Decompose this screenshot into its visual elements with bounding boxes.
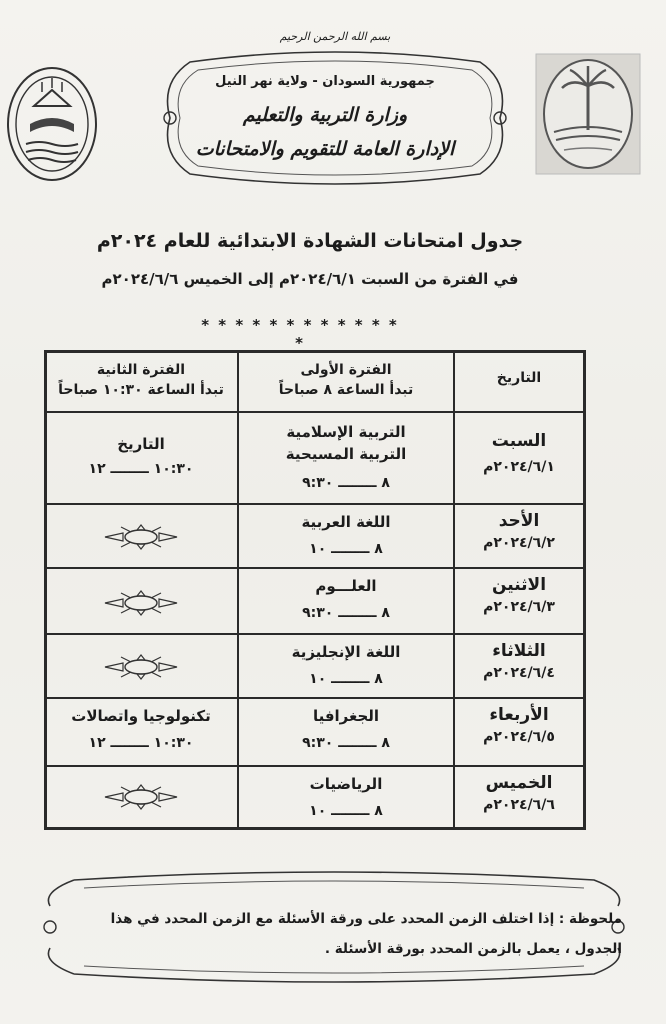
table-header-row <box>47 353 583 411</box>
period1-time: ٨ ــــــــ ١٠ <box>309 671 383 687</box>
period2-time: ١٠:٣٠ ــــــــ ١٢ <box>88 461 194 477</box>
table-row <box>47 765 583 829</box>
period1-subject: التربية الإسلامية <box>286 423 406 441</box>
period1-time: ٨ ــــــــ ٩:٣٠ <box>302 735 390 751</box>
sun-ornament-icon <box>101 783 181 811</box>
period1-time: ٨ ــــــــ ٩:٣٠ <box>302 605 390 621</box>
period2-subject: تكنولوجيا واتصالات <box>71 707 211 725</box>
exam-schedule-table <box>44 350 586 830</box>
country-state-line: جمهورية السودان - ولاية نهر النيل <box>215 74 435 89</box>
period1-subject-alt: التربية المسيحية <box>285 445 407 463</box>
note-line-2: الجدول ، يعمل بالزمن المحدد بورقة الأسئلة . <box>324 941 622 957</box>
day-name: الثلاثاء <box>492 641 546 661</box>
header-date-cell <box>453 353 583 411</box>
table-row <box>47 567 583 635</box>
exam-date: ٢٠٢٤/٦/٤م <box>483 665 555 681</box>
sun-ornament-icon <box>101 523 181 551</box>
exam-date: ٢٠٢٤/٦/١م <box>483 459 555 475</box>
table-row <box>47 697 583 767</box>
day-name: الخميس <box>485 773 553 793</box>
period1-subject: اللغة الإنجليزية <box>291 643 401 661</box>
day-name: الأربعاء <box>489 705 549 725</box>
document-title: جدول امتحانات الشهادة الابتدائية للعام ٢٠٢٤م <box>96 230 524 252</box>
period1-subject: الجغرافيا <box>312 707 380 725</box>
note-line-1: ملحوظة : إذا اختلف الزمن المحدد على ورقة الأسئلة مع الزمن المحدد في هذا <box>110 911 622 927</box>
sun-ornament-icon <box>101 589 181 617</box>
table-row <box>47 633 583 699</box>
table-row <box>47 503 583 569</box>
header-period1-cell <box>237 353 453 411</box>
period1-time: ٨ ــــــــ ٩:٣٠ <box>302 475 390 491</box>
header-period2-cell <box>45 353 237 411</box>
header-period2-title: الفترة الثانية <box>96 362 186 378</box>
exam-date: ٢٠٢٤/٦/٢م <box>483 535 555 551</box>
state-emblem-logo <box>4 60 100 184</box>
header-date: التاريخ <box>496 370 542 386</box>
day-name: السبت <box>491 431 547 451</box>
basmala: بسم الله الرحمن الرحيم <box>279 30 391 43</box>
footnote <box>22 904 622 964</box>
star-divider: * * * * * * * * * * * * * <box>201 316 399 352</box>
table-row <box>47 411 583 505</box>
day-name: الاثنين <box>491 575 547 595</box>
ministry-name: وزارة التربية والتعليم <box>242 104 408 126</box>
header-period1-start: تبدأ الساعة ٨ صباحاً <box>278 382 414 398</box>
header-period2-start: تبدأ الساعة ١٠:٣٠ صباحاً <box>58 382 224 398</box>
period2-time: ١٠:٣٠ ــــــــ ١٢ <box>88 735 194 751</box>
period1-time: ٨ ــــــــ ١٠ <box>309 803 383 819</box>
ministry-palm-logo <box>534 52 642 176</box>
department-name: الإدارة العامة للتقويم والامتحانات <box>195 138 455 160</box>
exam-date: ٢٠٢٤/٦/٥م <box>483 729 555 745</box>
exam-period: في الفترة من السبت ٢٠٢٤/٦/١م إلى الخميس ٢٠٢٤/٦/٦م <box>101 270 519 288</box>
exam-date: ٢٠٢٤/٦/٦م <box>483 797 555 813</box>
exam-date: ٢٠٢٤/٦/٣م <box>483 599 555 615</box>
period1-time: ٨ ــــــــ ١٠ <box>309 541 383 557</box>
period1-subject: العلـــوم <box>315 577 377 595</box>
period1-subject: اللغة العربية <box>301 513 391 531</box>
period2-subject: التاريخ <box>117 435 165 453</box>
period1-subject: الرياضيات <box>309 775 383 793</box>
day-name: الأحد <box>498 511 540 531</box>
header-period1-title: الفترة الأولى <box>300 362 392 378</box>
sun-ornament-icon <box>101 653 181 681</box>
